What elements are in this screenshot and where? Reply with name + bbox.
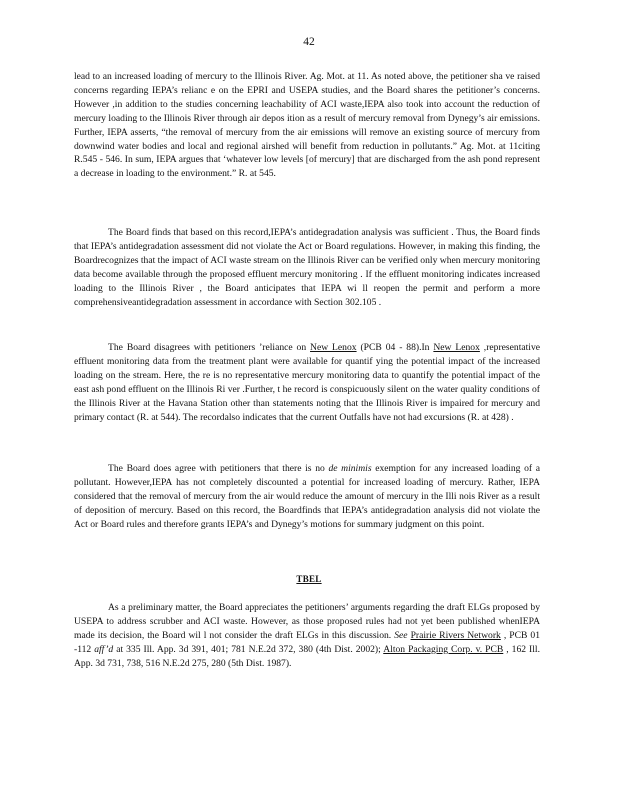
paragraph-board-finds [74, 226, 540, 309]
paragraph-de-minimis [74, 462, 540, 532]
case-citation: New Lenox [310, 342, 357, 353]
paragraph-text: As a preliminary matter, the Board appreciates the petitioners’ arguments regarding the draft ELGs proposed by USEPA to address scrubber and ACI waste. However, as those proposed rules had not yet been published whenIEPA made its decision, the Board wil l not consider the draft ELGs in this discussion. [74, 602, 540, 641]
paragraph-text: The Board does agree with petitioners that there is no [108, 463, 329, 474]
italic-term: See [394, 629, 408, 641]
case-citation: Prairie Rivers Network [410, 629, 501, 641]
paragraph-text: (PCB 04 - 88).In [356, 342, 434, 353]
paragraph-text: at 335 Ill. App. 3d 391, 401; 781 N.E.2d 372, 380 (4th Dist. 2002); [113, 643, 384, 655]
paragraph-text: The Board finds that based on this record,IEPA’s antidegradation analysis was sufficient . Thus, the Board finds that IEPA’s antidegradation assessment did not violate the Act or Board regulations. However, in making this finding, the Boardrecognizes that the impact of ACI waste stream on the Illinois River can be verified only when mercury monitoring data become available through the proposed effluent mercury monitoring . If the effluent monitoring indicates increased loading to the Illinois River , the Board anticipates that IEPA wi ll reopen the permit and perform a more comprehensiveantidegradation assessment in accordance with Section 302.105 . [74, 227, 540, 308]
paragraph-tbel [74, 601, 540, 671]
italic-term: aff’d [94, 643, 114, 655]
section-heading: TBEL [296, 574, 322, 584]
page-number: 42 [303, 36, 315, 48]
paragraph-new-lenox [74, 341, 540, 424]
paragraph-text: lead to an increased loading of mercury to the Illinois River. Ag. Mot. at 11. As noted above, the petitioner sha ve raised concerns regarding IEPA’s relianc e on the EPRI and USEPA studies, and the Board shares the petitioner’s concerns. However ,in addition to the studies concerning leachability of ACI waste,IEPA also took into account the reduction of mercury loading to the Illinois River through air depos ition as a result of mercury removal from Dynegy’s air emissions. Further, IEPA asserts, “the removal of mercury from the air emissions will remove an existing source of mercury from downwind water bodies and local and regional airshed will benefit from reduction in pollutants.” Ag. Mot. at 11citing R.545 - 546. In sum, IEPA argues that ‘whatever low levels [of mercury] that are discharged from the ash pond represent a decrease in loading to the environment.” R. at 545. [74, 71, 540, 180]
paragraph-text: exemption for any increased loading of a pollutant. However,IEPA has not completely discounted a potential for increased loading of mercury. Rather, IEPA considered that the removal of mercury from the air would reduce the amount of mercury in the Illi nois River as a result of deposition of mercury. Based on this record, the Boardfinds that IEPA’s antidegradation analysis did not violate the Act or Board rules and therefore grants IEPA’s and Dynegy’s motions for summary judgment on this point. [74, 463, 540, 530]
paragraph-hg-loading [74, 70, 540, 181]
paragraph-text: , PCB 01 -112 [74, 629, 541, 655]
case-citation: New Lenox [433, 342, 480, 353]
italic-term: de minimis [328, 463, 372, 474]
paragraph-text: ,representative effluent monitoring data from the treatment plant were available for quantif ying the potential impact of the increased loading on the stream. Here, the re is no representative mercury monitoring data to quantify the potential impact of the east ash pond effluent on the Illinois Ri ver .Further, t he record is conspicuously silent on the water quality conditions of the Illinois River at the Havana Station other than statements noting that the Illinois River is impaired for mercury and primary contact (R. at 544). The recordalso indicates that the current Outfalls have not had excursions (R. at 428) . [74, 342, 541, 423]
paragraph-text: The Board disagrees with petitioners ’reliance on [108, 342, 311, 353]
case-citation: Alton Packaging Corp. v. PCB [383, 643, 504, 655]
paragraph-text: , 162 Ill. App. 3d 731, 738, 516 N.E.2d 275, 280 (5th Dist. 1987). [74, 643, 540, 669]
